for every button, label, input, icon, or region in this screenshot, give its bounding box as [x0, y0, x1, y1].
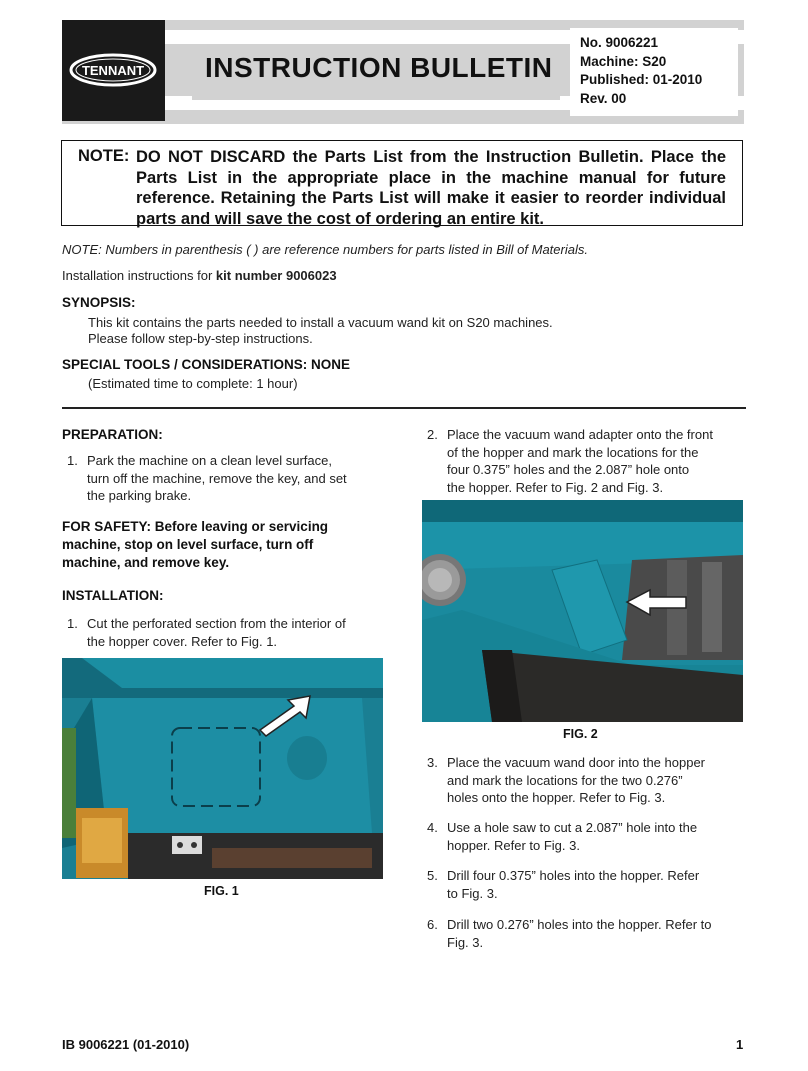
reference-note: NOTE: Numbers in parenthesis ( ) are reference numbers for parts listed in Bill of Materials.: [62, 242, 588, 257]
synopsis-heading: SYNOPSIS:: [62, 295, 136, 310]
synopsis-line: Please follow step-by-step instructions.: [88, 331, 313, 346]
logo-block: [62, 20, 165, 121]
installation-step-1: Cut the perforated section from the interior of the hopper cover. Refer to Fig. 1.: [87, 616, 346, 649]
step-number: 1.: [67, 616, 78, 631]
figure-1-photo: [62, 658, 383, 879]
machine-model: Machine: S20: [580, 54, 667, 69]
preparation-step-1: Park the machine on a clean level surface, turn off the machine, remove the key, and set the parking brake.: [87, 453, 347, 503]
note-text: DO NOT DISCARD the Parts List from the Instruction Bulletin. Place the Parts List in the appropriate place in the machine manual for future reference. Retaining the Parts List will make it easier to reorder individual parts and will save the cost of ordering an entire kit.: [136, 148, 726, 228]
step-number: 2.: [427, 427, 438, 442]
figure-2-photo: [422, 500, 743, 722]
figure-1-caption: FIG. 1: [204, 884, 239, 898]
revision: Rev. 00: [580, 91, 627, 106]
footer-bulletin-id: IB 9006221 (01-2010): [62, 1037, 190, 1052]
installation-step-4: Use a hole saw to cut a 2.087” hole into the hopper. Refer to Fig. 3.: [447, 820, 698, 853]
logo-text: TENNANT: [81, 63, 145, 78]
kit-number: kit number 9006023: [215, 268, 337, 283]
installation-heading: INSTALLATION:: [62, 588, 164, 603]
bulletin-number: No. 9006221: [580, 35, 659, 50]
step-number: 4.: [427, 820, 438, 835]
page-title: INSTRUCTION BULLETIN: [205, 52, 553, 83]
safety-warning: FOR SAFETY: Before leaving or servicing machine, stop on level surface, turn off machine, and remove key.: [62, 519, 329, 570]
published-date: Published: 01-2010: [580, 72, 703, 87]
step-number: 3.: [427, 755, 438, 770]
special-tools-heading: SPECIAL TOOLS / CONSIDERATIONS: NONE: [62, 357, 351, 372]
installation-step-5: Drill four 0.375” holes into the hopper. Refer to Fig. 3.: [447, 868, 700, 901]
step-number: 5.: [427, 868, 438, 883]
installation-step-3: Place the vacuum wand door into the hopper and mark the locations for the two 0.276” holes onto the hopper. Refer to Fig. 3.: [447, 755, 706, 805]
tennant-logo: [62, 20, 165, 121]
installation-step-2: Place the vacuum wand adapter onto the front of the hopper and mark the locations for the four 0.375” holes and the 2.087” hole onto the hopper. Refer to Fig. 2 and Fig. 3.: [447, 427, 713, 495]
installation-step-6: Drill two 0.276” holes into the hopper. Refer to Fig. 3.: [447, 917, 712, 950]
step-number: 6.: [427, 917, 438, 932]
estimated-time: (Estimated time to complete: 1 hour): [88, 376, 298, 391]
step-number: 1.: [67, 453, 78, 468]
note-label: NOTE:: [78, 147, 130, 165]
page-number: 1: [736, 1037, 744, 1052]
synopsis-line: This kit contains the parts needed to install a vacuum wand kit on S20 machines.: [88, 315, 553, 330]
kit-prefix: Installation instructions for: [62, 268, 216, 283]
preparation-heading: PREPARATION:: [62, 427, 163, 442]
figure-2-caption: FIG. 2: [563, 727, 598, 741]
section-divider: [62, 407, 746, 409]
kit-line: [62, 268, 337, 283]
